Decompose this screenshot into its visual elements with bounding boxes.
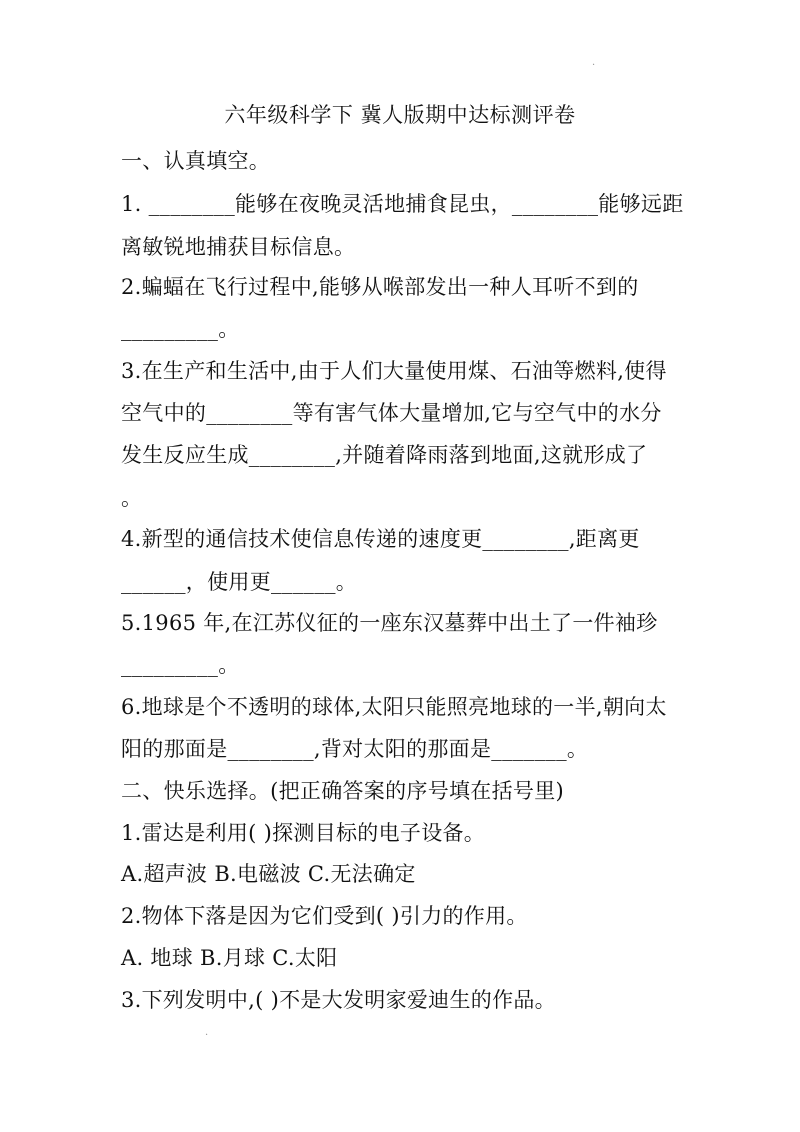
answer-options: A.超声波 B.电磁波 C.无法确定 xyxy=(121,862,416,886)
question-line: 4.新型的通信技术使信息传递的速度更________,距离更 xyxy=(121,527,640,551)
question-line: 发生反应生成________,并随着降雨落到地面,这就形成了 xyxy=(121,443,648,467)
section-heading-choice: 二、快乐选择。(把正确答案的序号填在括号里) xyxy=(121,779,564,803)
question-line: 3.下列发明中,( )不是大发明家爱迪生的作品。 xyxy=(121,988,556,1012)
question-line: _________。 xyxy=(121,653,240,677)
question-line: 。 xyxy=(121,486,143,510)
question-line: 3.在生产和生活中,由于人们大量使用煤、石油等燃料,使得 xyxy=(121,359,667,383)
question-line: 阳的那面是________,背对太阳的那面是_______。 xyxy=(121,737,589,761)
question-line: ______，使用更______。 xyxy=(121,570,358,594)
question-line: 5.1965 年,在江苏仪征的一座东汉墓葬中出土了一件袖珍 xyxy=(121,611,658,635)
question-line: 2.蝙蝠在飞行过程中,能够从喉部发出一种人耳听不到的 xyxy=(121,275,639,299)
question-line: 1.雷达是利用( )探测目标的电子设备。 xyxy=(121,821,486,845)
question-line: 2.物体下落是因为它们受到( )引力的作用。 xyxy=(121,904,528,928)
page-title: 六年级科学下 冀人版期中达标测评卷 xyxy=(224,103,576,127)
section-heading-fill-blank: 一、认真填空。 xyxy=(121,149,271,173)
question-line: 6.地球是个不透明的球体,太阳只能照亮地球的一半,朝向太 xyxy=(121,695,667,719)
question-line: 离敏锐地捕获目标信息。 xyxy=(121,235,356,259)
scan-speck: · xyxy=(205,1030,209,1041)
question-line: 空气中的________等有害气体大量增加,它与空气中的水分 xyxy=(121,401,662,425)
scan-speck: · xyxy=(592,60,596,71)
answer-options: A. 地球 B.月球 C.太阳 xyxy=(121,946,338,970)
question-line: _________。 xyxy=(121,317,240,341)
question-line: 1. ________能够在夜晚灵活地捕食昆虫，________能够远距 xyxy=(121,192,684,216)
